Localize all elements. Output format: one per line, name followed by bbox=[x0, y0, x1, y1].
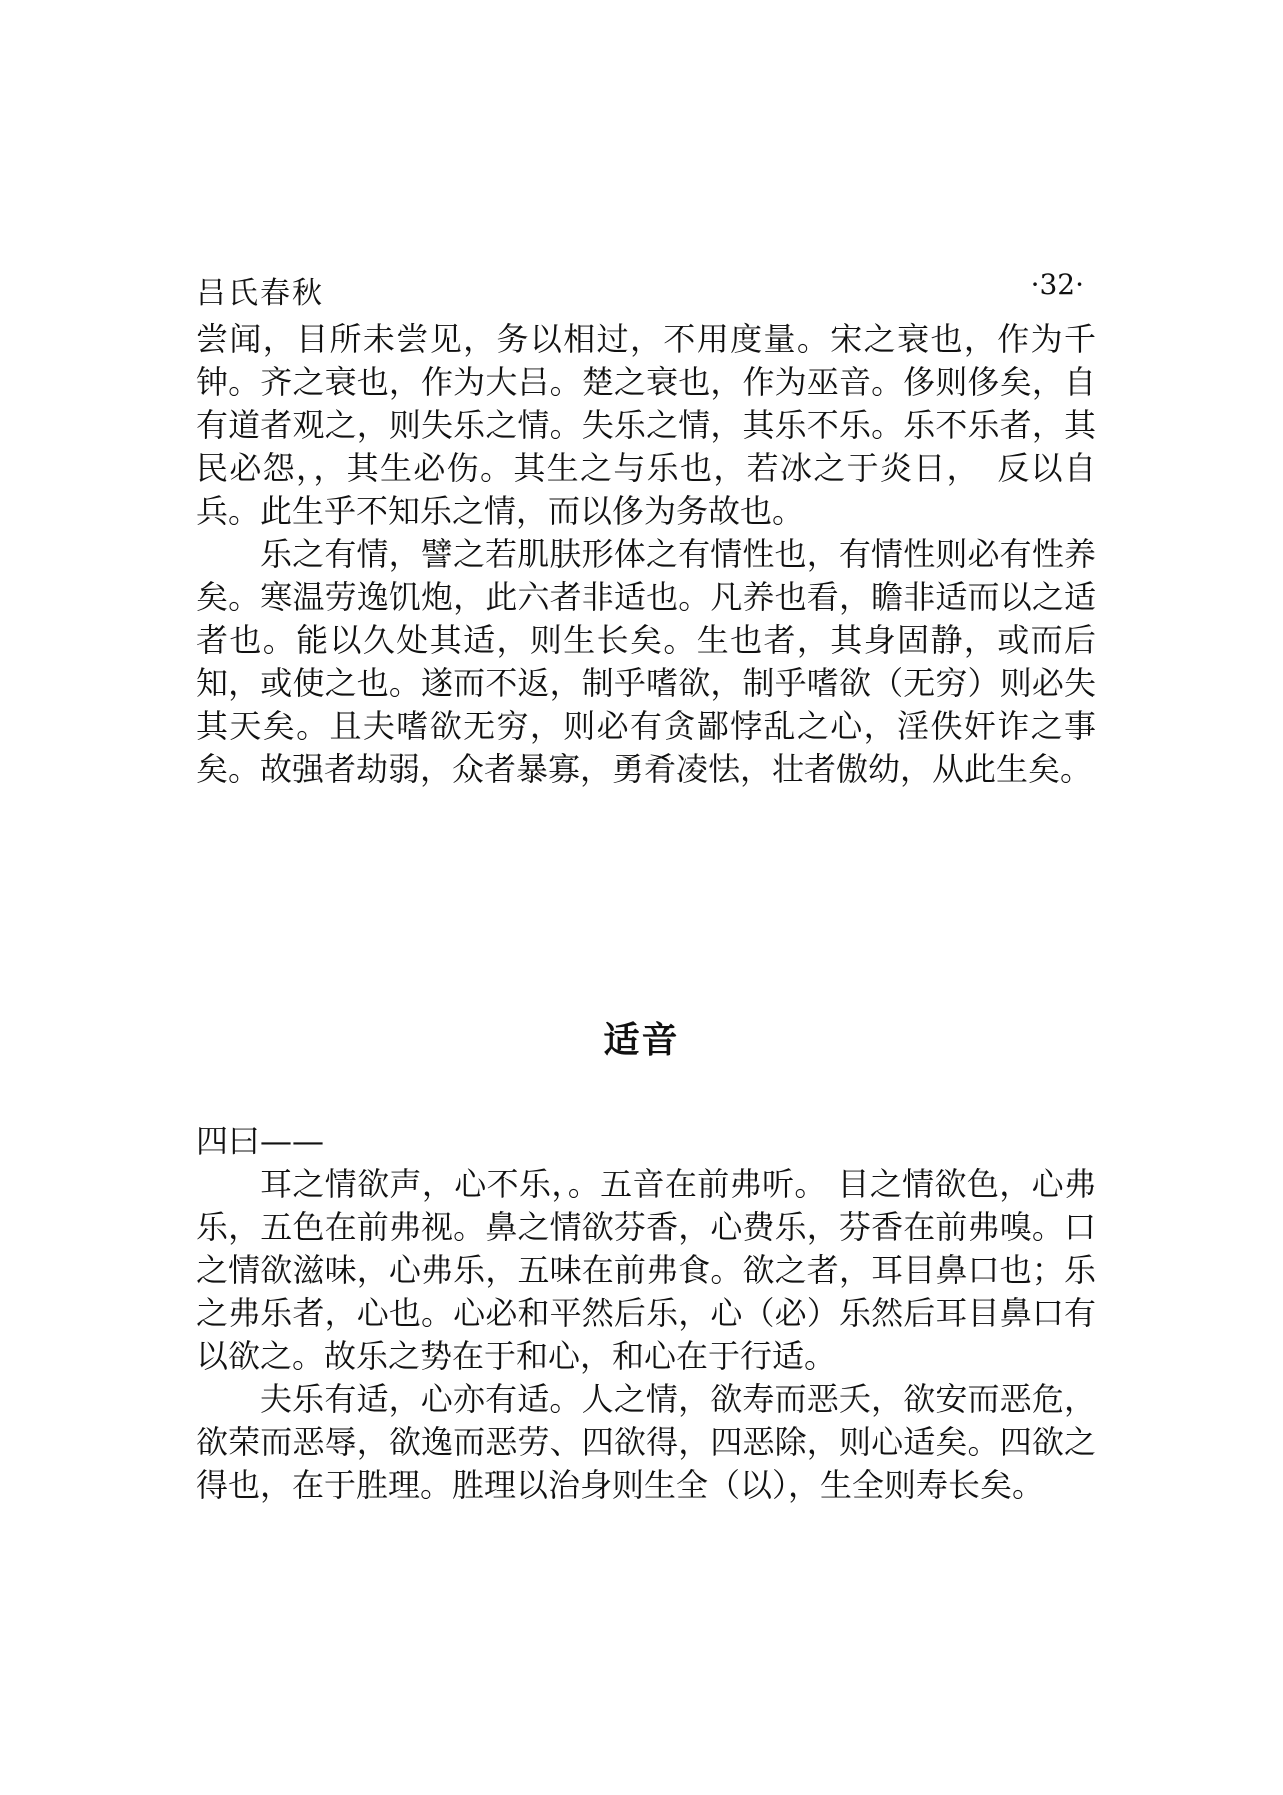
paragraph: 夫乐有适，心亦有适。人之情，欲寿而恶夭，欲安而恶危，欲荣而恶辱，欲逸而恶劳、四欲得，四恶除，则心适矣。四欲之得也，在于胜理。胜理以治身则生全（以），生全则寿长矣。 bbox=[196, 1380, 1096, 1504]
continued-text bbox=[196, 318, 1096, 791]
paragraph: 乐之有情，譬之若肌肤形体之有情性也，有情性则必有性养矣。寒温劳逸饥炮，此六者非适也。凡养也看，瞻非适而以之适者也。能以久处其适，则生长矣。生也者，其身固静，或而后知，或使之也。遂而不返，制乎嗜欲，制乎嗜欲（无穷）则必失其天矣。且夫嗜欲无穷，则必有贪鄙悖乱之心，淫佚奸诈之事矣。故强者劫弱，众者暴寡，勇肴凌怯，壮者傲幼，从此生矣。 bbox=[196, 535, 1096, 788]
paragraph: 耳之情欲声，心不乐，。五音在前弗听。 目之情欲色，心弗乐，五色在前弗视。鼻之情欲芬香，心费乐，芬香在前弗嗅。口之情欲滋味，心弗乐，五味在前弗食。欲之者，耳目鼻口也；乐之弗乐者，心也。心必和平然后乐，心（必）乐然后耳目鼻口有以欲之。故乐之势在于和心，和心在于行适。 bbox=[196, 1165, 1096, 1375]
page-number: ·32· bbox=[1030, 268, 1084, 301]
section-text bbox=[196, 1120, 1096, 1507]
section-lead: 四曰—— bbox=[196, 1122, 325, 1160]
running-header bbox=[196, 268, 1084, 312]
section-title: 适音 bbox=[603, 1020, 680, 1061]
book-title: 吕氏春秋 bbox=[196, 276, 324, 311]
paragraph: 尝闻，目所未尝见，务以相过，不用度量。宋之衰也，作为千钟。齐之衰也，作为大吕。楚之衰也，作为巫音。侈则侈矣，自有道者观之，则失乐之情。失乐之情，其乐不乐。乐不乐者，其民必怨，，其生必伤。其生之与乐也，若冰之于炎日， 反以自兵。此生乎不知乐之情，而以侈为务故也。 bbox=[196, 320, 1096, 530]
